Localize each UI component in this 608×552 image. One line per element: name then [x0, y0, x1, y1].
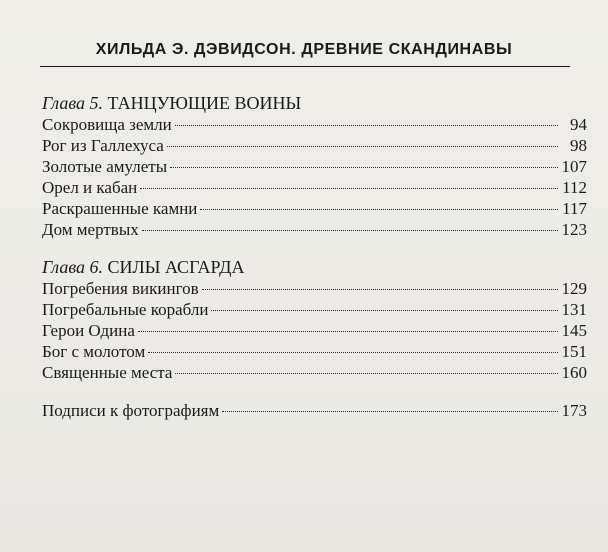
- chapter-6-section: [42, 256, 587, 383]
- chapter-label: Глава 6.: [42, 257, 104, 277]
- chapter-name: ТАНЦУЮЩИЕ ВОИНЫ: [107, 93, 302, 113]
- toc-entry-title: Рог из Галлехуса: [42, 136, 164, 155]
- toc-entry-title: Орел и кабан: [42, 178, 138, 197]
- dot-leader: [175, 373, 558, 374]
- toc-entry-page: 112: [562, 178, 587, 197]
- toc-entry-title: Священные места: [42, 363, 173, 382]
- toc-entry-page: 107: [561, 157, 587, 176]
- header-rule: [40, 66, 570, 67]
- toc-entry: [42, 341, 587, 362]
- chapter-name: СИЛЫ АСГАРДА: [107, 257, 245, 277]
- chapter-5-section: [42, 92, 587, 240]
- toc-entry: [42, 198, 587, 219]
- toc-entry-title: Сокровища земли: [42, 115, 172, 134]
- dot-leader: [222, 411, 558, 412]
- toc-entry-page: 129: [561, 279, 587, 298]
- toc-entry: [42, 135, 587, 156]
- toc-entry-title: Герои Одина: [42, 321, 135, 340]
- toc-entry-title: Подписи к фотографиям: [42, 401, 220, 420]
- dot-leader: [170, 167, 558, 168]
- toc-entry-title: Погребения викингов: [42, 279, 199, 298]
- toc-entry-page: 131: [561, 300, 587, 319]
- dot-leader: [175, 125, 558, 126]
- chapter-title: [42, 256, 587, 278]
- chapter-label: Глава 5.: [42, 93, 104, 113]
- dot-leader: [200, 209, 558, 210]
- dot-leader: [140, 188, 558, 189]
- toc-entry-page: 151: [561, 342, 587, 361]
- toc-entry-page: 94: [570, 115, 587, 134]
- captions-section: [42, 400, 587, 421]
- toc-entry: [42, 219, 587, 240]
- toc-entry-title: Дом мертвых: [42, 220, 139, 239]
- toc-entry-title: Бог с молотом: [42, 342, 146, 361]
- dot-leader: [202, 289, 558, 290]
- dot-leader: [211, 310, 558, 311]
- toc-entry: [42, 114, 587, 135]
- dot-leader: [148, 352, 558, 353]
- toc-entry-page: 98: [570, 136, 587, 155]
- toc-entry-title: Погребальные корабли: [42, 300, 209, 319]
- toc-entry-page: 145: [561, 321, 587, 340]
- toc-entry-title: Золотые амулеты: [42, 157, 168, 176]
- chapter-title: [42, 92, 587, 114]
- toc-entry-page: 160: [561, 363, 587, 382]
- toc-entry: [42, 320, 587, 341]
- toc-entry-page: 123: [561, 220, 587, 239]
- toc-entry: [42, 400, 587, 421]
- dot-leader: [167, 146, 558, 147]
- toc-entry-page: 117: [562, 199, 587, 218]
- dot-leader: [142, 230, 558, 231]
- toc-entry: [42, 278, 587, 299]
- toc-entry: [42, 299, 587, 320]
- toc-entry: [42, 177, 587, 198]
- dot-leader: [138, 331, 558, 332]
- toc-entry-title: Раскрашенные камни: [42, 199, 198, 218]
- running-header: ХИЛЬДА Э. ДЭВИДСОН. ДРЕВНИЕ СКАНДИНАВЫ: [95, 41, 513, 58]
- toc-entry: [42, 362, 587, 383]
- toc-entry: [42, 156, 587, 177]
- toc-entry-page: 173: [561, 401, 587, 420]
